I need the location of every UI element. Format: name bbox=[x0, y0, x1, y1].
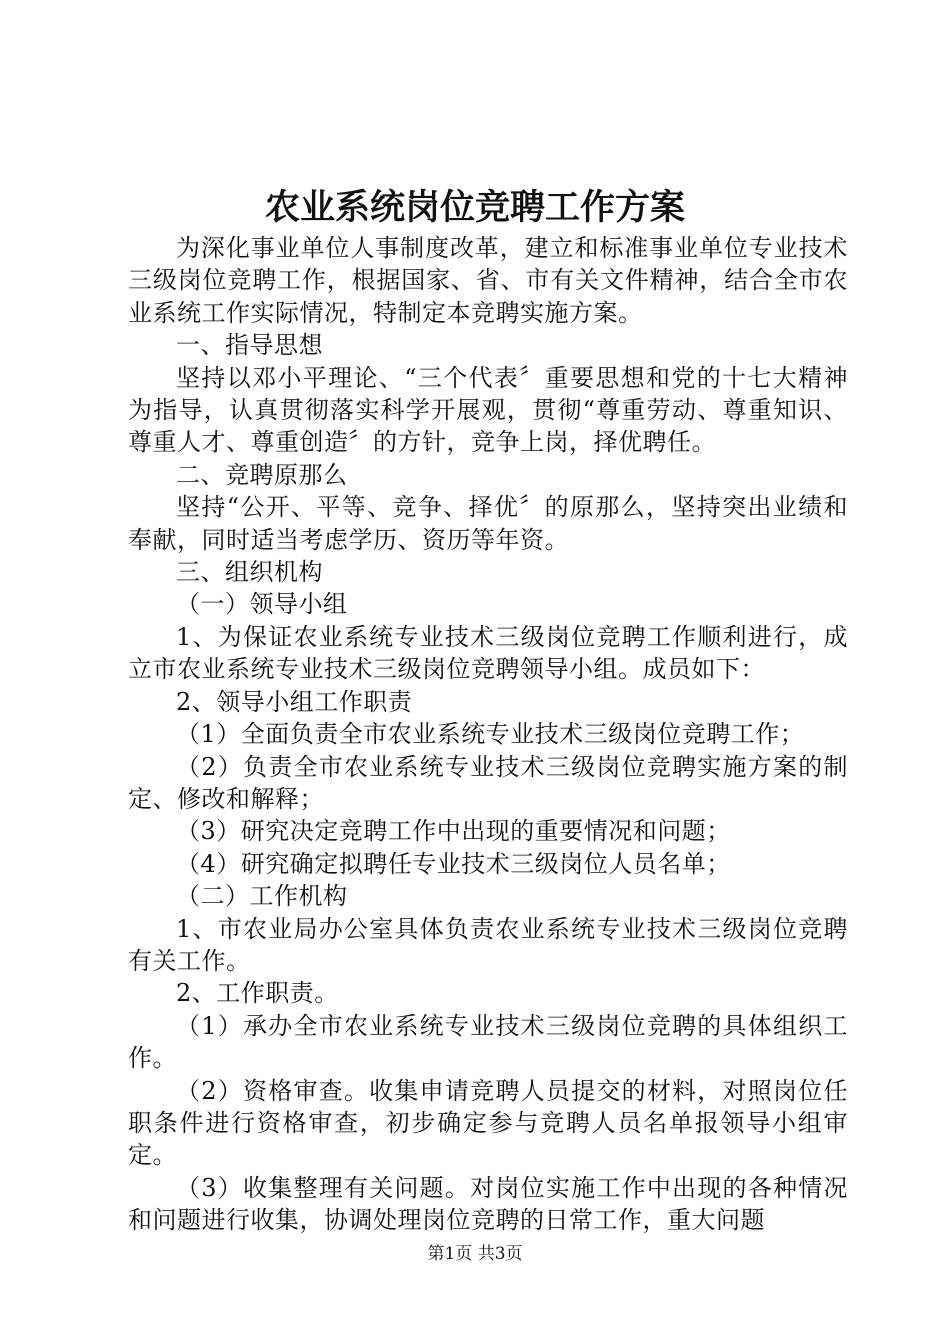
paragraph-working-body-2: 2、工作职责。 bbox=[176, 979, 339, 1008]
page-footer: 第1页 共3页 bbox=[427, 1244, 523, 1264]
section-heading-principles: 二、竞聘原那么 bbox=[176, 460, 348, 489]
list-item-work-duty-3: （3）收集整理有关问题。对岗位实施工作中出现的各种情况和问题进行收集，协调处理岗位竞聘的日常工作，重大问题 bbox=[128, 1173, 848, 1235]
paragraph-working-body-1: 1、市农业局办公室具体负责农业系统专业技术三级岗位竞聘有关工作。 bbox=[128, 914, 848, 975]
paragraph-leading-group-1: 1、为保证农业系统专业技术三级岗位竞聘工作顺利进行，成立市农业系统专业技术三级岗位竞聘领导小组。成员如下： bbox=[128, 622, 848, 684]
list-item-work-duty-1: （1）承办全市农业系统专业技术三级岗位竞聘的具体组织工作。 bbox=[128, 1011, 848, 1073]
list-item-duty-3: （3）研究决定竞聘工作中出现的重要情况和问题； bbox=[176, 817, 731, 846]
paragraph-principles: 坚持“公开、平等、竞争、择优〞的原那么，坚持突出业绩和奉献，同时适当考虑学历、资历等年资。 bbox=[128, 493, 848, 554]
list-item-duty-1: （1）全面负责全市农业系统专业技术三级岗位竞聘工作； bbox=[176, 720, 805, 749]
section-heading-guiding-ideology: 一、指导思想 bbox=[176, 331, 323, 360]
paragraph-leading-group-2: 2、领导小组工作职责 bbox=[176, 687, 413, 716]
subsection-heading-working-body: （二）工作机构 bbox=[176, 882, 348, 911]
section-heading-organization: 三、组织机构 bbox=[176, 558, 323, 587]
document-body bbox=[128, 232, 848, 1237]
list-item-duty-4: （4）研究确定拟聘任专业技术三级岗位人员名单； bbox=[176, 849, 731, 878]
document-title: 农业系统岗位竞聘工作方案 bbox=[264, 187, 685, 228]
list-item-duty-2: （2）负责全市农业系统专业技术三级岗位竞聘实施方案的制定、修改和解释； bbox=[128, 752, 848, 813]
list-item-work-duty-2: （2）资格审查。收集申请竞聘人员提交的材料，对照岗位任职条件进行资格审查，初步确定参与竞聘人员名单报领导小组审定。 bbox=[128, 1076, 848, 1170]
paragraph-guiding-ideology: 坚持以邓小平理论、“三个代表〞重要思想和党的十七大精神为指导，认真贯彻落实科学开展观，贯彻“尊重劳动、尊重知识、尊重人才、尊重创造〞的方针，竞争上岗，择优聘任。 bbox=[128, 363, 848, 457]
subsection-heading-leading-group: （一）领导小组 bbox=[176, 590, 348, 619]
paragraph-intro: 为深化事业单位人事制度改革，建立和标准事业单位专业技术三级岗位竞聘工作，根据国家、省、市有关文件精神，结合全市农业系统工作实际情况，特制定本竞聘实施方案。 bbox=[128, 234, 848, 327]
